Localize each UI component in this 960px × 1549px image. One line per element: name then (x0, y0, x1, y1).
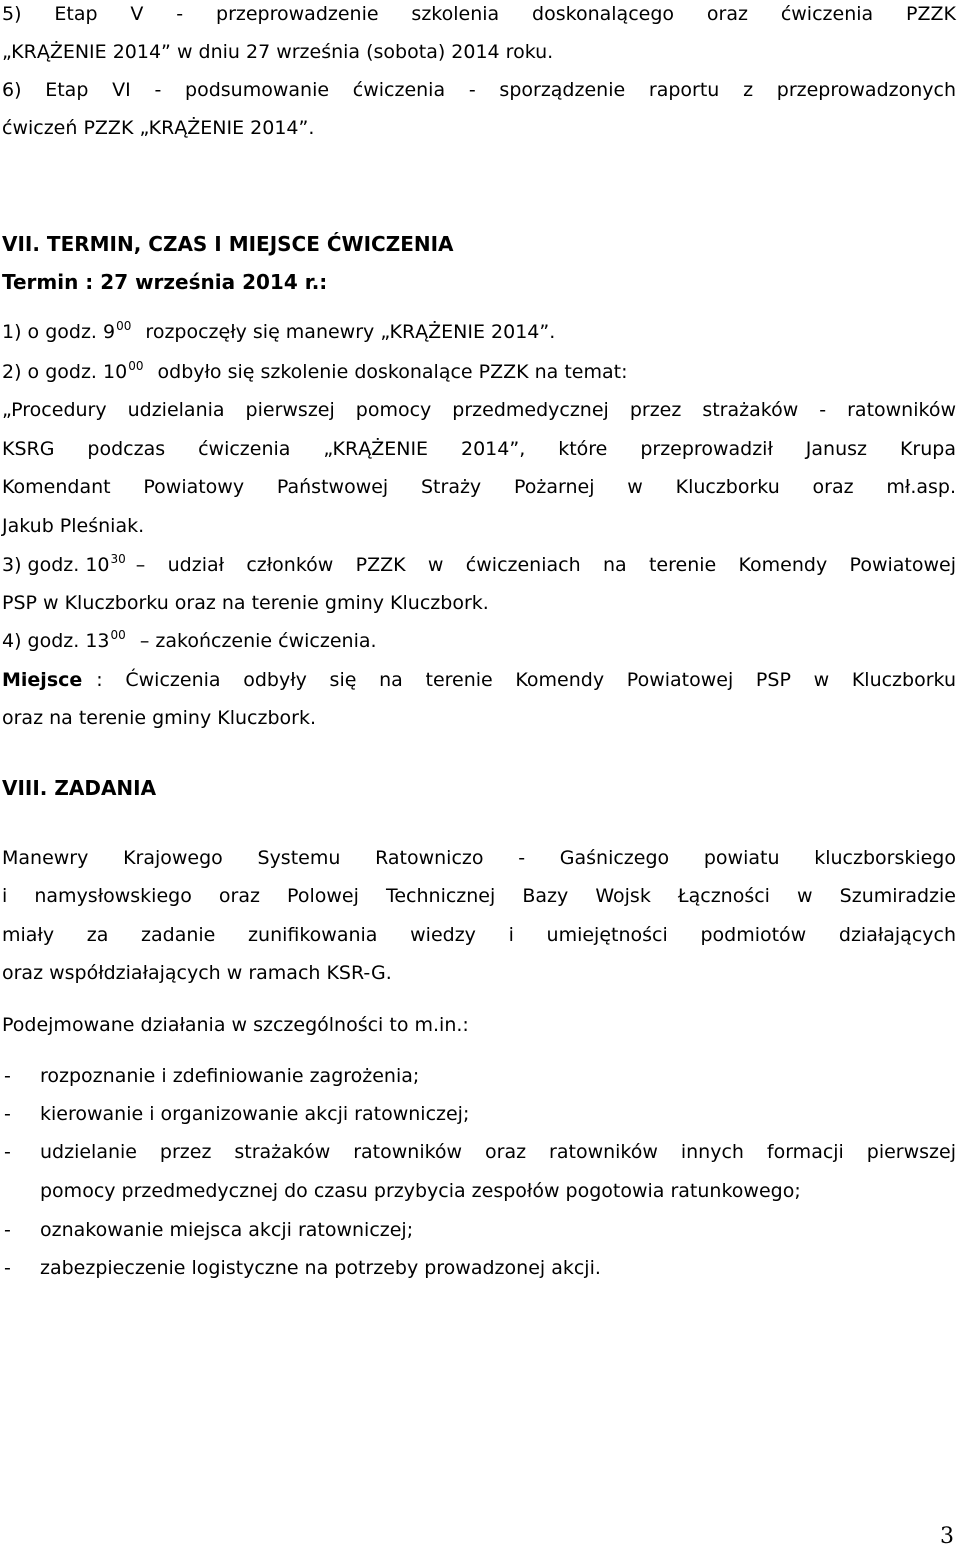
bullet-text: pomocy przedmedycznej do czasu przybycia zespołów pogotowia ratunkowego; (40, 1180, 801, 1202)
time-item-3 (2, 553, 956, 577)
para-line-1: Manewry Krajowego Systemu Ratowniczo - Gaśniczego powiatu kluczborskiego (2, 847, 956, 869)
bullet-text: udzielanie przez strażaków ratowników oraz ratowników innych formacji pierwszej (40, 1141, 956, 1163)
dash-marker: - (4, 1141, 11, 1163)
miejsce-line (2, 668, 956, 692)
dash-marker: - (4, 1065, 11, 1087)
tasks-intro: Podejmowane działania w szczególności to m.in.: (2, 1014, 469, 1036)
item2-prefix: 2) o godz. 10 (2, 361, 128, 383)
item3-text: – udział członków PZZK w ćwiczeniach na terenie Komendy Powiatowej (135, 554, 956, 576)
item4-text: – zakończenie ćwiczenia. (139, 630, 377, 652)
para-line-4: oraz współdziałających w ramach KSR-G. (2, 962, 392, 984)
item1-sup: 00 (116, 319, 132, 333)
item2-text: odbyło się szkolenie doskonalące PZZK na temat: (157, 361, 628, 383)
miejsce-cont: oraz na terenie gminy Kluczbork. (2, 707, 317, 729)
dash-marker: - (4, 1219, 11, 1241)
section7-heading: VII. TERMIN, CZAS I MIEJSCE ĆWICZENIA (2, 232, 454, 256)
item2-cont4: Jakub Pleśniak. (2, 515, 145, 537)
time-item-1 (2, 320, 956, 344)
item2-cont1: „Procedury udzielania pierwszej pomocy przedmedycznej przez strażaków - ratowników (2, 399, 956, 421)
item2-cont2: KSRG podczas ćwiczenia „KRĄŻENIE 2014”, które przeprowadził Janusz Krupa (2, 438, 956, 460)
item2-cont3: Komendant Powiatowy Państwowej Straży Pożarnej w Kluczborku oraz mł.asp. (2, 476, 956, 498)
item1-prefix: 1) o godz. 9 (2, 321, 116, 343)
bullet-text: kierowanie i organizowanie akcji ratowniczej; (40, 1103, 470, 1125)
miejsce-label: Miejsce (2, 669, 83, 691)
item1-text: rozpoczęły się manewry „KRĄŻENIE 2014”. (145, 321, 556, 343)
item4-prefix: 4) godz. 13 (2, 630, 110, 652)
miejsce-text: : Ćwiczenia odbyły się na terenie Komendy Powiatowej PSP w Kluczborku (96, 669, 956, 691)
time-item-4 (2, 629, 956, 653)
section8-heading: VIII. ZADANIA (2, 776, 157, 800)
item4-sup: 00 (110, 628, 126, 642)
bullet-text: oznakowanie miejsca akcji ratowniczej; (40, 1219, 414, 1241)
dash-marker: - (4, 1103, 11, 1125)
etap5-line2: „KRĄŻENIE 2014” w dniu 27 września (sobota) 2014 roku. (2, 41, 554, 63)
para-line-3: miały za zadanie zunifikowania wiedzy i umiejętności podmiotów działających (2, 924, 956, 946)
bullet-text: rozpoznanie i zdefiniowanie zagrożenia; (40, 1065, 420, 1087)
etap5-line1: 5) Etap V - przeprowadzenie szkolenia doskonalącego oraz ćwiczenia PZZK (2, 3, 956, 25)
item2-sup: 00 (128, 359, 144, 373)
termin-line: Termin : 27 września 2014 r.: (2, 270, 328, 294)
item3-sup: 30 (110, 552, 126, 566)
page-number: 3 (940, 1524, 954, 1549)
item3-prefix: 3) godz. 10 (2, 554, 110, 576)
etap6-line1: 6) Etap VI - podsumowanie ćwiczenia - sporządzenie raportu z przeprowadzonych (2, 79, 956, 101)
time-item-2 (2, 360, 956, 384)
bullet-text: zabezpieczenie logistyczne na potrzeby prowadzonej akcji. (40, 1257, 601, 1279)
item3-cont1: PSP w Kluczborku oraz na terenie gminy Kluczbork. (2, 592, 489, 614)
etap6-line2: ćwiczeń PZZK „KRĄŻENIE 2014”. (2, 117, 315, 139)
para-line-2: i namysłowskiego oraz Polowej Technicznej Bazy Wojsk Łączności w Szumiradzie (2, 885, 956, 907)
dash-marker: - (4, 1257, 11, 1279)
